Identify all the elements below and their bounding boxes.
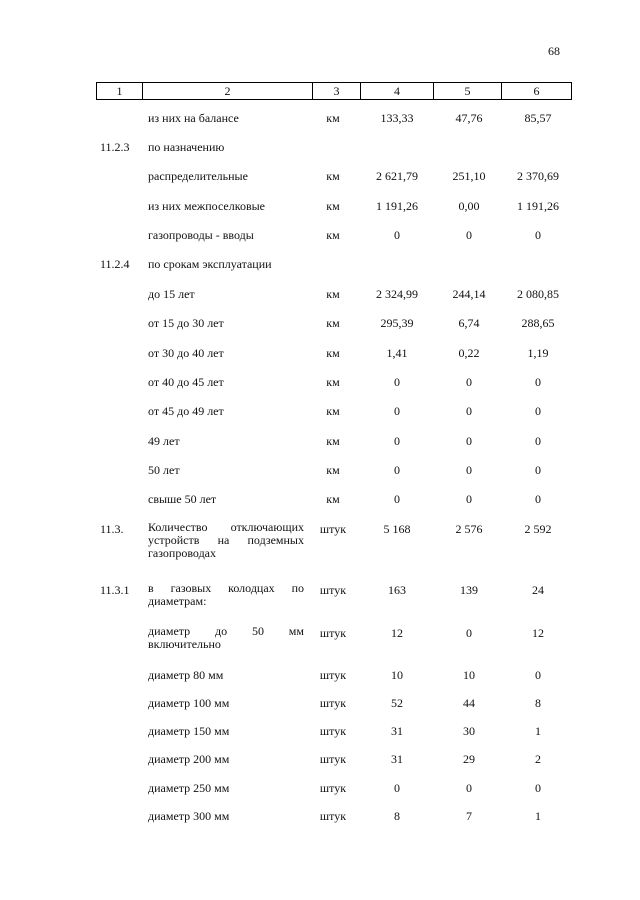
row-unit: км	[326, 169, 340, 183]
row-unit: штук	[319, 696, 347, 710]
row-name: до 15 лет	[148, 287, 195, 301]
row-value-4: 8	[394, 809, 400, 823]
table-row	[0, 374, 640, 390]
row-value-4: 0	[394, 434, 400, 448]
row-name: диаметр 100 мм	[148, 696, 230, 710]
row-value-5: 0	[466, 463, 472, 477]
row-value-6: 0	[535, 668, 541, 682]
row-name: из них на балансе	[148, 111, 239, 125]
row-value-5: 7	[466, 809, 472, 823]
table-row	[0, 491, 640, 507]
row-value-6: 2 080,85	[517, 287, 559, 301]
row-value-6: 0	[535, 434, 541, 448]
row-value-6: 2 370,69	[517, 169, 559, 183]
row-value-4: 2 324,99	[376, 287, 418, 301]
row-name: диаметр 250 мм	[148, 781, 230, 795]
header-col-4: 4	[361, 83, 434, 99]
row-unit: штук	[319, 781, 347, 795]
row-name: распределительные	[148, 169, 248, 183]
row-value-6: 24	[532, 583, 544, 597]
row-value-4: 133,33	[380, 111, 414, 125]
row-value-5: 0	[466, 228, 472, 242]
row-value-4: 5 168	[383, 522, 411, 536]
row-value-4: 31	[391, 752, 403, 766]
row-value-6: 2	[535, 752, 541, 766]
row-name: 50 лет	[148, 463, 180, 477]
row-code: 11.3.	[100, 522, 124, 536]
row-unit: км	[326, 375, 340, 389]
row-unit: штук	[319, 522, 347, 536]
table-row	[0, 808, 640, 824]
row-value-6: 0	[535, 492, 541, 506]
row-value-5: 44	[463, 696, 475, 710]
row-value-4: 2 621,79	[376, 169, 418, 183]
row-value-6: 8	[535, 696, 541, 710]
row-value-5: 0,00	[458, 199, 480, 213]
row-name: диаметр 150 мм	[148, 724, 230, 738]
row-value-4: 0	[394, 463, 400, 477]
row-unit: км	[326, 492, 340, 506]
row-unit: км	[326, 111, 340, 125]
row-unit: км	[326, 228, 340, 242]
table-row	[0, 110, 640, 126]
table-row	[0, 168, 640, 184]
header-col-5: 5	[434, 83, 502, 99]
row-value-6: 0	[535, 463, 541, 477]
row-value-4: 295,39	[380, 316, 414, 330]
row-unit: км	[326, 199, 340, 213]
table-row	[0, 751, 640, 767]
row-name: 49 лет	[148, 434, 180, 448]
row-value-4: 10	[391, 668, 403, 682]
row-name: от 45 до 49 лет	[148, 404, 224, 418]
row-value-4: 1,41	[386, 346, 408, 360]
header-col-2: 2	[143, 83, 313, 99]
table-row	[0, 139, 640, 155]
row-unit: штук	[319, 583, 347, 597]
table-row	[0, 286, 640, 302]
table-row	[0, 667, 640, 683]
row-name: диаметр 80 мм	[148, 668, 224, 682]
row-name: от 15 до 30 лет	[148, 316, 224, 330]
row-value-5: 0	[466, 404, 472, 418]
row-value-5: 139	[460, 583, 478, 597]
header-col-6: 6	[502, 83, 572, 99]
row-code: 11.2.4	[100, 257, 130, 271]
row-name: в газовых колодцах по диаметрам:	[148, 581, 304, 608]
table-row	[0, 345, 640, 361]
table-row	[0, 256, 640, 272]
row-value-4: 1 191,26	[376, 199, 418, 213]
table-row	[0, 315, 640, 331]
row-value-6: 1	[535, 809, 541, 823]
table-row	[0, 227, 640, 243]
row-value-4: 12	[391, 626, 403, 640]
row-name: газопроводы - вводы	[148, 228, 254, 242]
row-value-4: 0	[394, 404, 400, 418]
row-value-4: 0	[394, 492, 400, 506]
row-value-4: 163	[388, 583, 406, 597]
row-value-5: 29	[463, 752, 475, 766]
row-unit: км	[326, 287, 340, 301]
row-value-5: 0	[466, 626, 472, 640]
table-row	[0, 624, 640, 651]
table-row	[0, 780, 640, 796]
row-unit: штук	[319, 752, 347, 766]
row-value-6: 288,65	[521, 316, 555, 330]
row-value-5: 244,14	[452, 287, 486, 301]
table-row	[0, 198, 640, 214]
table-row	[0, 433, 640, 449]
row-value-5: 0	[466, 375, 472, 389]
row-value-5: 6,74	[458, 316, 480, 330]
row-value-5: 0	[466, 492, 472, 506]
table-row	[0, 723, 640, 739]
row-unit: км	[326, 404, 340, 418]
row-name: Количество отключающих устройств на подземных газопроводах	[148, 520, 304, 560]
row-name: по срокам эксплуатации	[148, 257, 272, 271]
row-name: диаметр до 50 мм включительно	[148, 624, 304, 651]
header-col-3: 3	[313, 83, 361, 99]
row-value-6: 0	[535, 781, 541, 795]
row-value-6: 0	[535, 375, 541, 389]
row-unit: км	[326, 463, 340, 477]
row-value-5: 30	[463, 724, 475, 738]
row-name: диаметр 200 мм	[148, 752, 230, 766]
row-name: от 30 до 40 лет	[148, 346, 224, 360]
row-value-5: 0	[466, 434, 472, 448]
row-value-5: 0,22	[458, 346, 480, 360]
row-value-5: 10	[463, 668, 475, 682]
table-row	[0, 403, 640, 419]
row-name: по назначению	[148, 140, 225, 154]
row-unit: км	[326, 316, 340, 330]
table-row	[0, 695, 640, 711]
row-value-4: 0	[394, 781, 400, 795]
row-value-4: 31	[391, 724, 403, 738]
row-unit: штук	[319, 626, 347, 640]
page-number: 68	[548, 44, 560, 58]
table-row	[0, 581, 640, 608]
row-value-6: 1,19	[527, 346, 549, 360]
row-value-5: 47,76	[455, 111, 483, 125]
row-name: диаметр 300 мм	[148, 809, 230, 823]
row-value-6: 0	[535, 404, 541, 418]
row-value-5: 251,10	[452, 169, 486, 183]
row-value-5: 0	[466, 781, 472, 795]
row-name: свыше 50 лет	[148, 492, 217, 506]
row-value-5: 2 576	[455, 522, 483, 536]
table-row	[0, 520, 640, 560]
row-name: из них межпоселковые	[148, 199, 265, 213]
row-unit: штук	[319, 809, 347, 823]
row-unit: штук	[319, 668, 347, 682]
row-unit: км	[326, 346, 340, 360]
row-value-6: 0	[535, 228, 541, 242]
row-name: от 40 до 45 лет	[148, 375, 224, 389]
row-value-4: 0	[394, 228, 400, 242]
row-unit: штук	[319, 724, 347, 738]
row-value-6: 1 191,26	[517, 199, 559, 213]
table-row	[0, 462, 640, 478]
row-value-4: 52	[391, 696, 403, 710]
row-value-6: 2 592	[524, 522, 552, 536]
row-code: 11.2.3	[100, 140, 130, 154]
row-unit: км	[326, 434, 340, 448]
header-col-1: 1	[96, 83, 143, 99]
row-value-6: 85,57	[524, 111, 552, 125]
row-value-6: 12	[532, 626, 544, 640]
row-code: 11.3.1	[100, 583, 130, 597]
table-header-row	[96, 82, 572, 100]
row-value-6: 1	[535, 724, 541, 738]
row-value-4: 0	[394, 375, 400, 389]
